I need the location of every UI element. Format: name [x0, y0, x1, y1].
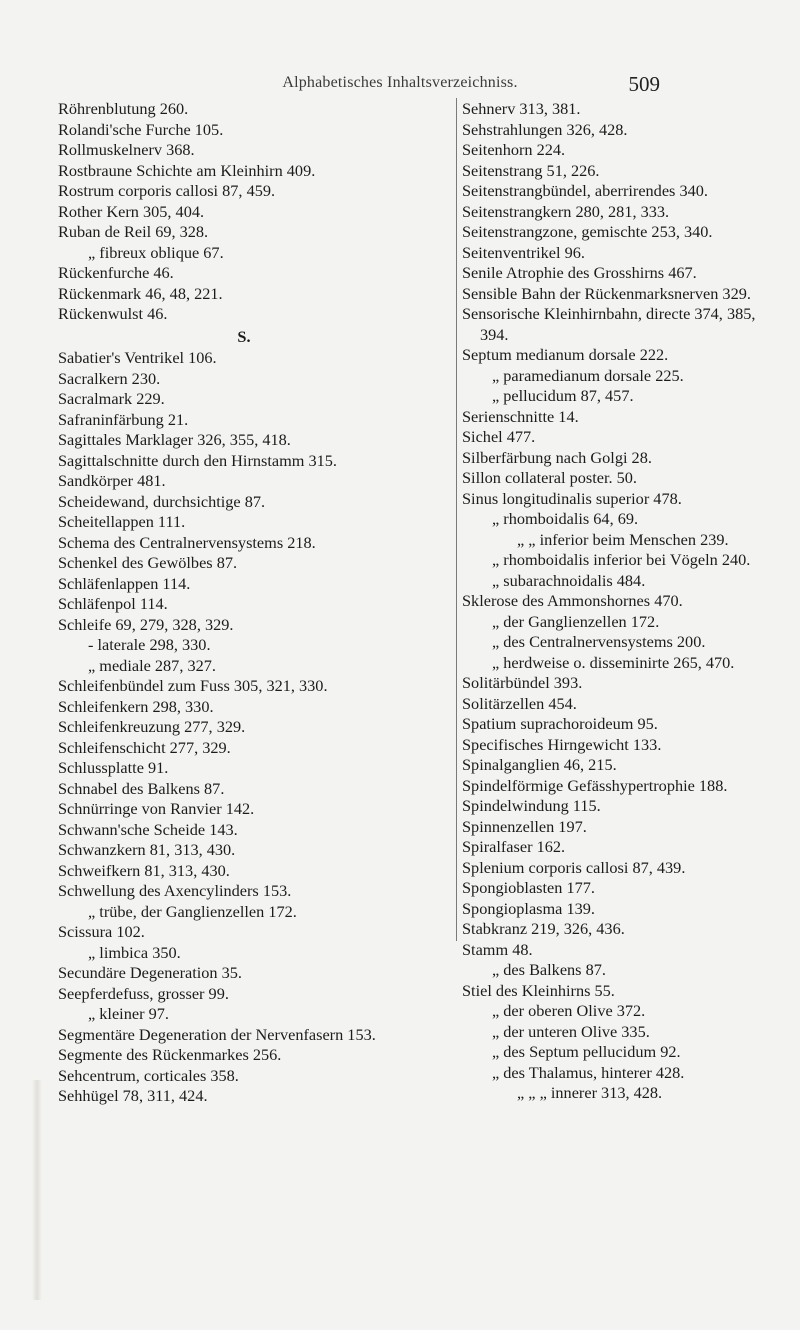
index-entry: Sagittalschnitte durch den Hirnstamm 315. [58, 450, 337, 470]
index-entry: „ rhomboidalis inferior bei Vögeln 240. [492, 550, 751, 569]
running-title: Alphabetisches Inhaltsverzeichniss. [282, 74, 518, 91]
index-entry: Schleifenschicht 277, 329. [58, 737, 231, 757]
index-entry: „ des Centralnervensystems 200. [492, 632, 706, 651]
index-entry: Schleifenbündel zum Fuss 305, 321, 330. [58, 676, 328, 695]
index-entry: Sehstrahlungen 326, 428. [462, 119, 628, 139]
index-entry: Sensible Bahn der Rückenmarksnerven 329. [462, 283, 751, 303]
index-entry: Secundäre Degeneration 35. [58, 963, 242, 982]
index-entry: Stamm 48. [462, 939, 533, 959]
index-entry: Solitärbündel 393. [462, 673, 583, 692]
index-entry: „ mediale 287, 327. [88, 655, 216, 675]
index-entry: Spindelwindung 115. [462, 796, 601, 815]
index-entry: Segmentäre Degeneration der Nervenfasern 153. [58, 1024, 376, 1044]
page-stain [32, 1080, 42, 1300]
index-entry: „ fibreux oblique 67. [88, 242, 224, 262]
index-entry: Schweifkern 81, 313, 430. [58, 860, 230, 880]
index-entry: Sehhügel 78, 311, 424. [58, 1086, 208, 1105]
index-entry: Seitenhorn 224. [462, 140, 566, 159]
index-entry: Schnabel des Balkens 87. [58, 778, 225, 798]
index-entry: „ limbica 350. [88, 942, 181, 962]
index-entry: Schleifenkreuzung 277, 329. [58, 717, 246, 736]
index-entry: Seepferdefuss, grosser 99. [58, 983, 229, 1003]
index-entry: Sagittales Marklager 326, 355, 418. [58, 430, 291, 449]
index-entry: Schleife 69, 279, 328, 329. [58, 614, 234, 634]
index-entry: Stiel des Kleinhirns 55. [462, 980, 615, 1000]
index-entry: Schwann'sche Scheide 143. [58, 819, 238, 839]
index-entry: Rückenmark 46, 48, 221. [58, 283, 223, 303]
index-entry: Senile Atrophie des Grosshirns 467. [462, 263, 697, 282]
index-entry: Schleifenkern 298, 330. [58, 696, 214, 716]
index-entry: Sacralkern 230. [58, 368, 161, 388]
index-entry: Septum medianum dorsale 222. [462, 345, 669, 364]
index-entry: Spongioplasma 139. [462, 898, 595, 918]
index-entry: Schema des Centralnervensystems 218. [58, 532, 316, 552]
index-entry: Seitenventrikel 96. [462, 242, 585, 262]
index-entry: Rückenfurche 46. [58, 263, 174, 282]
section-letter: S. [237, 326, 251, 346]
index-entry: Sabatier's Ventrikel 106. [58, 348, 217, 367]
index-entry: Safraninfärbung 21. [58, 409, 189, 429]
index-entry: „ kleiner 97. [88, 1004, 169, 1023]
index-entry: „ „ „ innerer 313, 428. [517, 1083, 663, 1102]
index-entry: „ subarachnoidalis 484. [492, 570, 646, 590]
index-entry: Schenkel des Gewölbes 87. [58, 553, 238, 572]
index-column-right [462, 99, 782, 1104]
index-entry: Schwellung des Axencylinders 153. [58, 881, 292, 900]
index-entry: Seitenstrangzone, gemischte 253, 340. [462, 222, 713, 241]
index-entry: Seitenstrangbündel, aberrirendes 340. [462, 181, 708, 200]
index-entry: Segmente des Rückenmarkes 256. [58, 1045, 282, 1064]
index-entry: „ des Thalamus, hinterer 428. [492, 1062, 685, 1082]
index-entry: Serienschnitte 14. [462, 406, 579, 426]
index-entry: „ rhomboidalis 64, 69. [492, 509, 639, 528]
index-entry: Rollmuskelnerv 368. [58, 140, 195, 159]
index-entry: „ „ inferior beim Menschen 239. [517, 529, 729, 549]
index-entry: Rostbraune Schichte am Kleinhirn 409. [58, 160, 316, 180]
index-entry: Sensorische Kleinhirnbahn, directe 374, 385, 394. [462, 304, 756, 344]
index-entry: Schwanzkern 81, 313, 430. [58, 840, 236, 859]
index-entry: Sehcentrum, corticales 358. [58, 1065, 239, 1085]
index-entry: Sinus longitudinalis superior 478. [462, 488, 682, 508]
index-entry: Schlussplatte 91. [58, 758, 169, 777]
index-entry: „ herdweise o. disseminirte 265, 470. [492, 652, 735, 672]
index-entry: Silberfärbung nach Golgi 28. [462, 447, 652, 467]
index-entry: Sacralmark 229. [58, 389, 165, 408]
index-entry: Spatium suprachoroideum 95. [462, 714, 658, 733]
index-entry: Sklerose des Ammonshornes 470. [462, 591, 683, 610]
index-entry: Rostrum corporis callosi 87, 459. [58, 181, 276, 200]
index-entry: Rückenwulst 46. [58, 304, 168, 323]
index-entry: „ pellucidum 87, 457. [492, 386, 634, 405]
index-entry: Seitenstrang 51, 226. [462, 160, 600, 180]
index-entry: Ruban de Reil 69, 328. [58, 222, 209, 241]
index-entry: „ des Balkens 87. [492, 960, 606, 979]
index-entry: Sillon collateral poster. 50. [462, 468, 637, 487]
index-entry: Spinnenzellen 197. [462, 816, 587, 836]
index-entry: Rother Kern 305, 404. [58, 201, 205, 221]
page-number: 509 [628, 72, 660, 96]
index-entry: „ des Septum pellucidum 92. [492, 1042, 681, 1061]
index-entry: Splenium corporis callosi 87, 439. [462, 857, 686, 877]
index-entry: Scissura 102. [58, 922, 145, 941]
index-entry: Seitenstrangkern 280, 281, 333. [462, 201, 670, 221]
index-entry: Scheitellappen 111. [58, 512, 186, 531]
index-column-left [58, 99, 430, 1107]
index-entry: Spiralfaser 162. [462, 837, 566, 856]
index-entry: Stabkranz 219, 326, 436. [462, 919, 625, 938]
index-entry: Spongioblasten 177. [462, 878, 595, 897]
column-divider [456, 98, 457, 941]
index-entry: Schläfenlappen 114. [58, 573, 191, 593]
index-entry: Specifisches Hirngewicht 133. [462, 734, 662, 754]
index-entry: Sehnerv 313, 381. [462, 99, 581, 118]
index-entry: „ der Ganglienzellen 172. [492, 611, 660, 631]
index-entry: Sandkörper 481. [58, 471, 166, 490]
index-entry: Spindelförmige Gefässhypertrophie 188. [462, 775, 728, 795]
index-entry: Schnürringe von Ranvier 142. [58, 799, 255, 818]
index-entry: Sichel 477. [462, 427, 536, 446]
index-entry: - laterale 298, 330. [88, 635, 211, 654]
index-entry: „ der unteren Olive 335. [492, 1021, 650, 1041]
index-entry: „ trübe, der Ganglienzellen 172. [88, 901, 297, 921]
index-entry: „ der oberen Olive 372. [492, 1001, 646, 1020]
index-entry: „ paramedianum dorsale 225. [492, 365, 684, 385]
index-entry: Scheidewand, durchsichtige 87. [58, 491, 266, 511]
index-entry: Schläfenpol 114. [58, 594, 168, 613]
index-entry: Röhrenblutung 260. [58, 99, 189, 118]
index-entry: Solitärzellen 454. [462, 693, 577, 713]
index-entry: Rolandi'sche Furche 105. [58, 119, 224, 139]
index-entry: Spinalganglien 46, 215. [462, 755, 617, 774]
